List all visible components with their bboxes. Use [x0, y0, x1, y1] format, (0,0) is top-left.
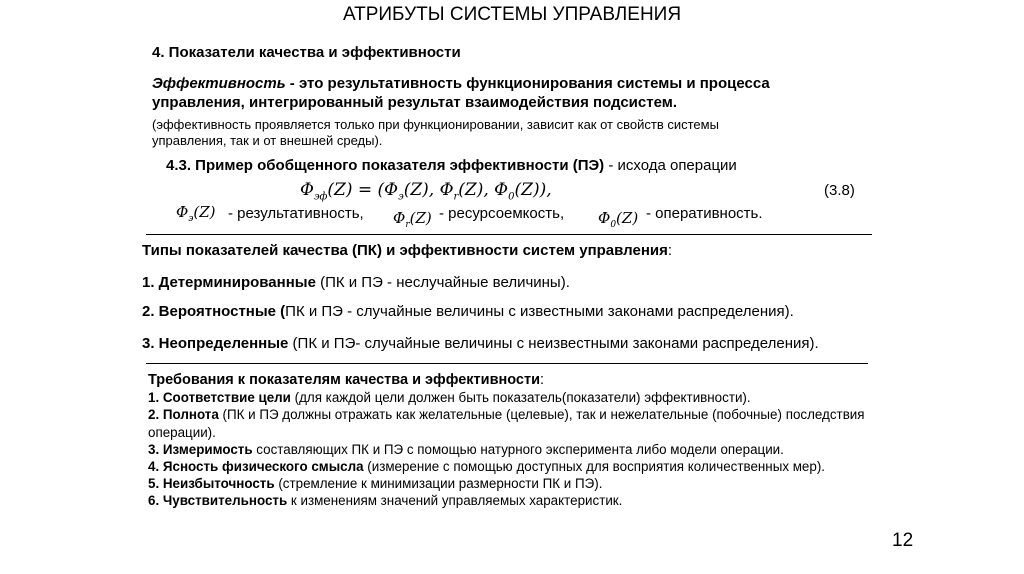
definition-term: Эффективность — [152, 75, 286, 92]
phi-arg: (Z) — [193, 203, 216, 221]
requirement-text: (ПК и ПЭ должны отражать как желательные (целевые), так и нежелательные (побочные) последствия операции). — [148, 407, 865, 440]
formula-part: (Z), Φ — [458, 180, 509, 200]
types-heading-bold: Типы показателей качества (ПК) и эффективности систем управления — [142, 242, 668, 259]
requirements-heading-colon: : — [540, 372, 545, 388]
requirement-bold: 1. Соответствие цели — [148, 390, 291, 406]
definition-line-2: управления, интегрированный результат взаимодействия подсистем. — [152, 94, 677, 111]
formula-part: (Z), Φ — [403, 180, 454, 200]
definition-line-1-rest: - это результативность функционирования системы и процесса — [285, 75, 770, 92]
divider-line — [146, 234, 872, 235]
requirement-bold: 2. Полнота — [148, 407, 219, 423]
formula-part: (Z) = (Φ — [327, 180, 399, 200]
type-item-bold: 3. Неопределенные — [142, 335, 289, 352]
formula-phi: Φ — [300, 180, 314, 200]
types-heading-colon: : — [667, 242, 673, 259]
efficiency-definition — [152, 74, 770, 112]
phi-e-sub: э — [188, 214, 194, 224]
requirement-item — [148, 458, 888, 475]
types-heading — [142, 242, 672, 259]
requirements-heading-bold: Требования к показателям качества и эффективности — [148, 372, 540, 388]
type-item-bold: 1. Детерминированные — [142, 274, 316, 291]
phi-arg: (Z) — [616, 209, 639, 227]
formula-legend — [168, 203, 868, 233]
efficiency-formula — [300, 180, 552, 202]
example-heading — [166, 157, 737, 174]
requirement-text: (стремление к минимизации размерности ПК и ПЭ). — [274, 476, 603, 492]
requirement-text: (измерение с помощью доступных для восприятия количественных мер). — [363, 459, 826, 475]
label-effectiveness: - результативность, — [228, 205, 364, 222]
example-heading-rest: - исхода операции — [604, 157, 737, 174]
label-resource-intensity: - ресурсоемкость, — [439, 205, 565, 222]
definition-note — [152, 117, 719, 149]
requirements-block — [148, 372, 888, 510]
type-item-text: (ПК и ПЭ- случайные величины с неизвестными законами распределения). — [288, 335, 819, 352]
formula-sub-r: r — [453, 191, 459, 203]
page-number: 12 — [892, 530, 914, 551]
requirement-text: (для каждой цели должен быть показатель(показатели) эффективности). — [290, 390, 751, 406]
formula-sub-0: 0 — [508, 191, 515, 203]
type-item-text: ПК и ПЭ - случайные величины с известными законами распределения). — [285, 303, 794, 320]
note-line-2: управления, так и от внешней среды). — [152, 133, 383, 148]
formula-sub-ef: эф — [313, 191, 328, 203]
requirement-item — [148, 389, 888, 406]
type-item-text: (ПК и ПЭ - неслучайные величины). — [315, 274, 570, 291]
phi-e-symbol: $\Phi_э(Z)$ — [176, 203, 216, 224]
formula-part: (Z)), — [514, 180, 552, 200]
label-operativeness: - оперативность. — [646, 205, 763, 222]
requirement-bold: 4. Ясность физического смысла — [148, 459, 364, 475]
requirement-bold: 3. Измеримость — [148, 441, 253, 457]
slide-title: АТРИБУТЫ СИСТЕМЫ УПРАВЛЕНИЯ — [342, 4, 682, 25]
type-item-uncertain — [142, 335, 819, 352]
requirement-item — [148, 475, 888, 492]
requirement-item — [148, 441, 888, 458]
formula-sub-e: э — [398, 191, 404, 203]
phi-0-symbol: $\Phi_0(Z)$ — [598, 209, 639, 230]
requirement-item — [148, 492, 888, 509]
phi-r-sub: r — [405, 220, 410, 230]
type-item-bold: 2. Вероятностные ( — [142, 303, 286, 320]
phi-arg: (Z) — [409, 209, 432, 227]
divider-line — [146, 363, 868, 364]
requirements-heading — [148, 372, 888, 389]
definition-line-1 — [152, 74, 770, 93]
type-item-deterministic — [142, 274, 570, 291]
requirement-text: составляющих ПК и ПЭ с помощью натурного эксперимента либо модели операции. — [252, 441, 784, 457]
equation-number: (3.8) — [824, 182, 855, 199]
section-heading: 4. Показатели качества и эффективности — [152, 44, 461, 61]
example-heading-bold: 4.3. Пример обобщенного показателя эффективности (ПЭ) — [166, 157, 605, 174]
phi-0-sub: 0 — [610, 220, 617, 230]
requirement-bold: 5. Неизбыточность — [148, 476, 275, 492]
note-line-1: (эффективность проявляется только при функционировании, зависит как от свойств системы — [152, 117, 719, 132]
phi-r-symbol: $\Phi_r(Z)$ — [393, 209, 432, 230]
requirement-item — [148, 406, 888, 440]
requirement-text: к изменениям значений управляемых характеристик. — [287, 493, 623, 509]
requirement-bold: 6. Чувствительность — [148, 493, 288, 509]
type-item-probabilistic — [142, 303, 794, 320]
